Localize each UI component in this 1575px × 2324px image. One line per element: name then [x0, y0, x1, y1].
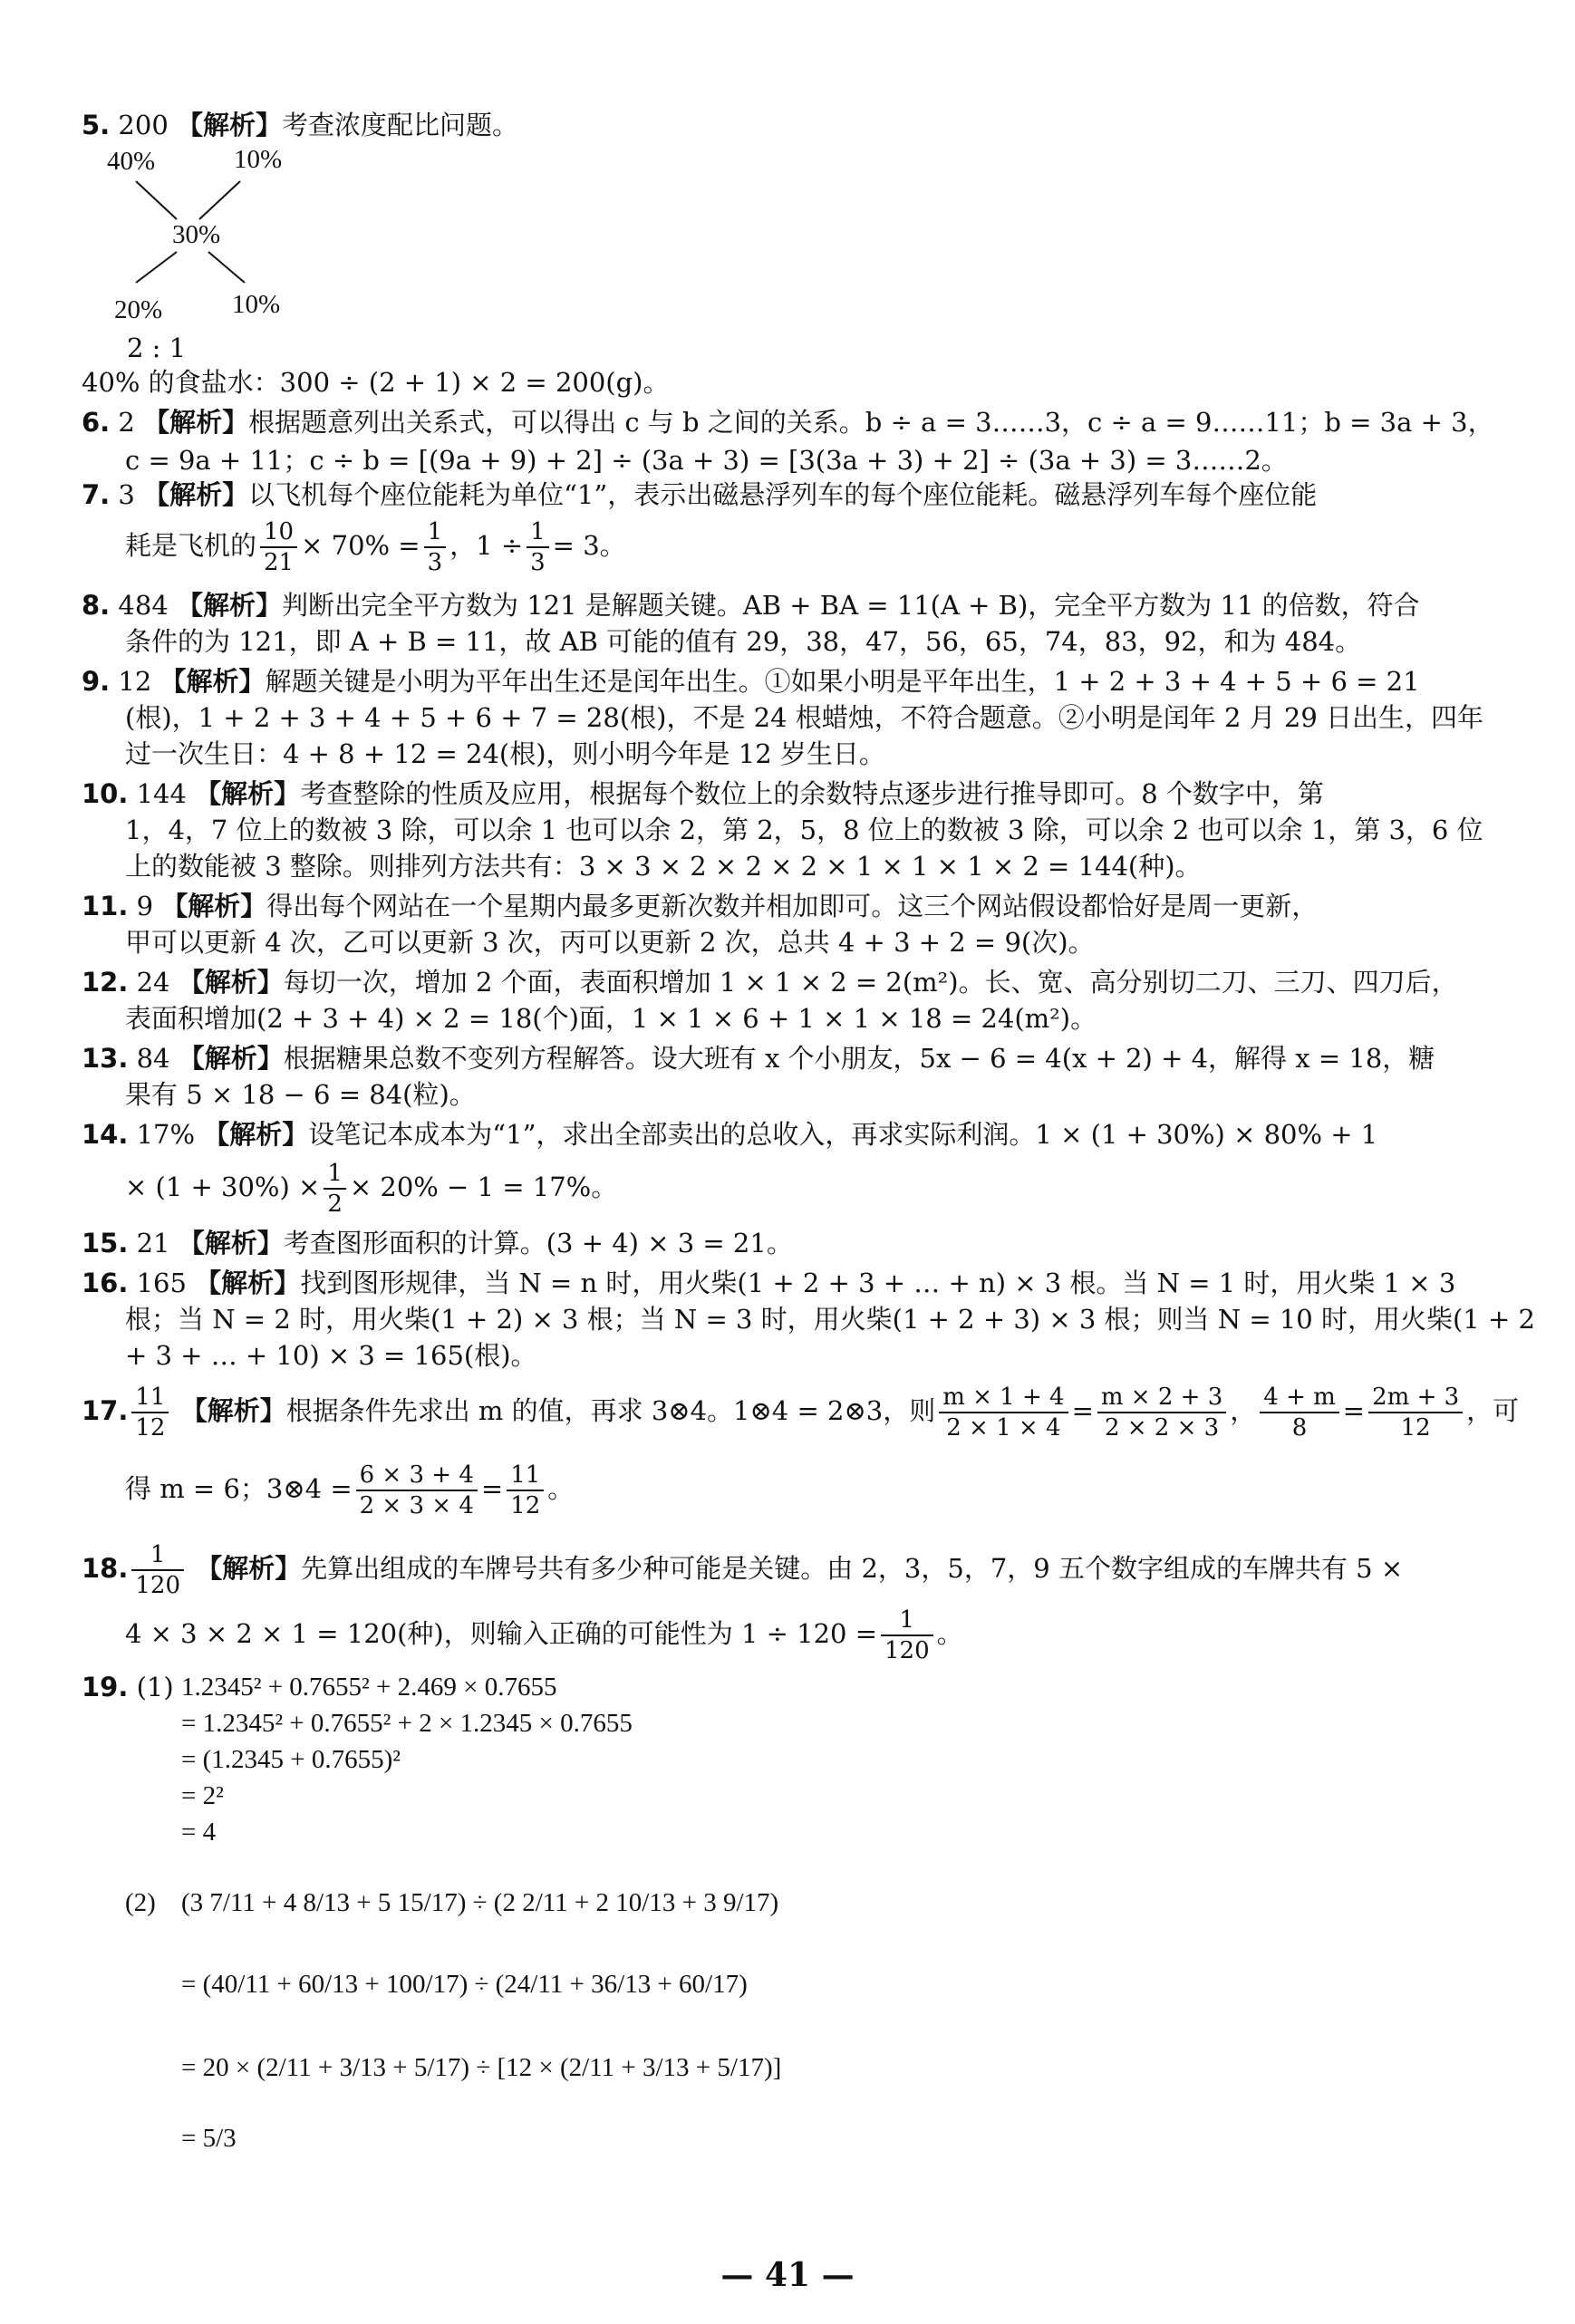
calc-step: = (1.2345 + 0.7655)² — [181, 1745, 401, 1774]
analysis-text: 考查图形面积的计算。(3 + 4) × 3 = 21。 — [283, 1228, 793, 1258]
text-segment: ，1 ÷ — [449, 530, 524, 561]
q16-line3: + 3 + … + 10) × 3 = 165(根)。 — [125, 1340, 537, 1371]
question-number: 8. — [82, 590, 111, 621]
denominator: 120 — [135, 1572, 181, 1599]
q10-line2: 1，4，7 位上的数被 3 除，可以余 1 也可以余 2，第 2，5，8 位上的数被 3 除，可以余 2 也可以余 1，第 3，6 位 — [125, 815, 1483, 845]
part-label: (1) — [136, 1672, 174, 1702]
q19-line1 — [82, 1669, 174, 1705]
q9-line1 — [82, 663, 1420, 699]
analysis-tag: 【解析】 — [178, 967, 284, 998]
question-number: 6. — [82, 407, 111, 438]
numerator: m × 1 + 4 — [939, 1385, 1068, 1413]
calc-step: = 4 — [181, 1818, 217, 1847]
q14-line1 — [82, 1116, 1377, 1152]
diagram-middle: 30% — [172, 220, 221, 249]
question-number: 12. — [82, 967, 129, 998]
q7-line2 — [125, 518, 626, 574]
diagram-top-right: 10% — [234, 145, 283, 174]
analysis-tag: 【解析】 — [195, 1268, 301, 1298]
analysis-tag: 【解析】 — [180, 1395, 286, 1426]
answer-fraction — [131, 1385, 169, 1440]
analysis-text: 先算出组成的车牌号共有多少种可能是关键。由 2，3，5，7，9 五个数字组成的车牌共有 5 × — [301, 1553, 1404, 1584]
fraction — [507, 1463, 544, 1518]
numerator: 1 — [324, 1162, 346, 1190]
question-number: 9. — [82, 666, 111, 697]
question-number: 10. — [82, 778, 129, 809]
answer: 17% — [136, 1119, 196, 1150]
q5-result: 40% 的食盐水：300 ÷ (2 + 1) × 2 = 200(g)。 — [82, 367, 670, 398]
numerator: 1 — [424, 520, 447, 548]
q17-line2 — [125, 1459, 574, 1519]
numerator: 4 + m — [1260, 1385, 1339, 1413]
answer: 12 — [118, 666, 152, 697]
text-segment: = — [1071, 1395, 1094, 1426]
q17-line1 — [82, 1381, 1519, 1441]
q10-line1 — [82, 776, 1324, 812]
analysis-tag: 【解析】 — [143, 479, 249, 510]
fraction — [1368, 1385, 1463, 1440]
answer: 9 — [136, 891, 154, 921]
numerator: 1 — [131, 1543, 184, 1571]
answer: 84 — [136, 1043, 170, 1074]
analysis-tag: 【解析】 — [178, 1043, 284, 1074]
q15-line1 — [82, 1225, 793, 1261]
numerator: 6 × 3 + 4 — [356, 1463, 478, 1491]
q7-line1 — [82, 477, 1317, 513]
q6-line2: c = 9a + 11；c ÷ b = [(9a + 9) + 2] ÷ (3a + 3) = [3(3a + 3) + 2] ÷ (3a + 3) = 3……2。 — [125, 445, 1288, 476]
denominator: 3 — [530, 549, 546, 576]
fraction — [424, 520, 447, 574]
page-number: — 41 — — [720, 2256, 855, 2294]
question-number: 18. — [82, 1553, 129, 1584]
answer: 165 — [136, 1268, 187, 1298]
analysis-text: 找到图形规律，当 N = n 时，用火柴(1 + 2 + 3 + … + n) × 3 根。当 N = 1 时，用火柴 1 × 3 — [300, 1268, 1456, 1298]
question-number: 7. — [82, 479, 111, 510]
numerator: m × 2 + 3 — [1097, 1385, 1226, 1413]
answer: 144 — [136, 778, 187, 809]
answer: 21 — [136, 1228, 170, 1258]
analysis-tag: 【解析】 — [178, 1228, 284, 1258]
q8-line2: 条件的为 121，即 A + B = 11，故 AB 可能的值有 29，38，47，56，65，74，83，92，和为 484。 — [125, 626, 1362, 657]
text-segment: 。 — [547, 1473, 575, 1504]
answer: 200 — [118, 110, 169, 140]
analysis-text: 得出每个网站在一个星期内最多更新次数并相加即可。这三个网站假设都恰好是周一更新， — [266, 891, 1319, 921]
q9-line3: 过一次生日：4 + 8 + 12 = 24(根)，则小明今年是 12 岁生日。 — [125, 738, 885, 769]
q8-line1 — [82, 587, 1420, 623]
fraction — [939, 1385, 1068, 1440]
text-segment: 得 m = 6；3⊗4 = — [125, 1473, 353, 1504]
fraction — [260, 520, 297, 574]
part-label: (2) — [125, 1888, 156, 1917]
calc-step: = 5/3 — [181, 2124, 237, 2153]
denominator: 8 — [1291, 1414, 1308, 1442]
answer: 484 — [118, 590, 169, 621]
numerator: 1 — [527, 520, 549, 548]
analysis-text: 以飞机每个座位能耗为单位“1”，表示出磁悬浮列车的每个座位能耗。磁悬浮列车每个座位能 — [248, 479, 1318, 510]
analysis-tag: 【解析】 — [159, 666, 266, 697]
denominator: 2 — [327, 1191, 343, 1218]
question-number: 17. — [82, 1395, 129, 1426]
answer: 2 — [118, 407, 135, 438]
answer: 3 — [118, 479, 135, 510]
text-segment: = 3。 — [552, 530, 626, 561]
calc-step: = 2² — [181, 1781, 224, 1810]
fraction — [1097, 1385, 1226, 1440]
question-number: 16. — [82, 1268, 129, 1298]
q10-line3: 上的数能被 3 整除。则排列方法共有：3 × 3 × 2 × 2 × 2 × 1 × 1 × 1 × 2 = 144(种)。 — [125, 851, 1202, 882]
analysis-text: 考查浓度配比问题。 — [282, 110, 519, 140]
numerator: 11 — [507, 1463, 544, 1491]
q13-line1 — [82, 1040, 1435, 1076]
numerator: 11 — [131, 1385, 169, 1413]
text-segment: 4 × 3 × 2 × 1 = 120(种)，则输入正确的可能性为 1 ÷ 120 = — [125, 1618, 877, 1649]
diagram-ratio: 2 : 1 — [127, 333, 187, 363]
numerator: 1 — [881, 1608, 933, 1636]
analysis-text: 每切一次，增加 2 个面，表面积增加 1 × 1 × 2 = 2(m²)。长、宽、高分别切二刀、三刀、四刀后， — [283, 967, 1458, 998]
diagram-top-left: 40% — [107, 147, 156, 176]
q18-line1 — [82, 1538, 1403, 1598]
analysis-text: 设笔记本成本为“1”，求出全部卖出的总收入，再求实际利润。1 × (1 + 30%) × 80% + 1 — [308, 1119, 1378, 1150]
fraction — [881, 1608, 933, 1663]
numerator: 10 — [260, 520, 297, 548]
text-segment: 。 — [936, 1618, 963, 1649]
text-segment: × (1 + 30%) × — [125, 1172, 321, 1202]
analysis-text: 判断出完全平方数为 121 是解题关键。AB + BA = 11(A + B)，完全平方数为 11 的倍数，符合 — [282, 590, 1420, 621]
question-number: 15. — [82, 1228, 129, 1258]
fraction — [324, 1162, 346, 1216]
answer: 24 — [136, 967, 170, 998]
numerator: 2m + 3 — [1368, 1385, 1463, 1413]
denominator: 21 — [264, 549, 295, 576]
text-segment: ，可 — [1466, 1395, 1520, 1426]
denominator: 12 — [510, 1492, 541, 1519]
q5-line — [82, 107, 518, 143]
question-number: 5. — [82, 110, 111, 140]
q11-line2: 甲可以更新 4 次，乙可以更新 3 次，丙可以更新 2 次，总共 4 + 3 + 2 = 9(次)。 — [125, 927, 1095, 958]
fraction — [1260, 1385, 1339, 1440]
text-segment: ， — [1230, 1395, 1257, 1426]
denominator: 2 × 1 × 4 — [946, 1414, 1061, 1442]
text-segment: 根据条件先求出 m 的值，再求 3⊗4。1⊗4 = 2⊗3，则 — [285, 1395, 936, 1426]
calc-step: = 20 × (2/11 + 3/13 + 5/17) ÷ [12 × (2/11 + 3/13 + 5/17)] — [181, 2053, 782, 2082]
denominator: 12 — [1400, 1414, 1431, 1442]
question-number: 13. — [82, 1043, 129, 1074]
question-number: 14. — [82, 1119, 129, 1150]
analysis-text: 考查整除的性质及应用，根据每个数位上的余数特点逐步进行推导即可。8 个数字中，第 — [300, 778, 1324, 809]
q16-line1 — [82, 1265, 1455, 1301]
analysis-text: 根据糖果总数不变列方程解答。设大班有 x 个小朋友，5x − 6 = 4(x + 2) + 4，解得 x = 18，糖 — [283, 1043, 1435, 1074]
denominator: 12 — [135, 1414, 166, 1442]
diagram-bottom-left: 20% — [114, 295, 163, 324]
calc-step: = (40/11 + 60/13 + 100/17) ÷ (24/11 + 36/13 + 60/17) — [181, 1970, 748, 1999]
analysis-text: 解题关键是小明为平年出生还是闰年出生。①如果小明是平年出生，1 + 2 + 3 + 4 + 5 + 6 = 21 — [265, 666, 1420, 697]
denominator: 2 × 2 × 3 — [1104, 1414, 1220, 1442]
question-number: 11. — [82, 891, 129, 921]
fraction — [356, 1463, 478, 1518]
denominator: 3 — [427, 549, 443, 576]
text-segment: 耗是飞机的 — [125, 530, 257, 561]
analysis-tag: 【解析】 — [143, 407, 249, 438]
q6-line1 — [82, 404, 1494, 440]
cross-diagram — [109, 163, 290, 290]
analysis-tag: 【解析】 — [195, 778, 301, 809]
calc-step: 1.2345² + 0.7655² + 2.469 × 0.7655 — [181, 1673, 557, 1702]
analysis-tag: 【解析】 — [196, 1553, 302, 1584]
calc-step: = 1.2345² + 0.7655² + 2 × 1.2345 × 0.7655 — [181, 1709, 633, 1738]
analysis-tag: 【解析】 — [177, 590, 283, 621]
analysis-tag: 【解析】 — [161, 891, 267, 921]
text-segment: × 20% − 1 = 17%。 — [349, 1172, 618, 1202]
calc-step: (3 7/11 + 4 8/13 + 5 15/17) ÷ (2 2/11 + 2 10/13 + 3 9/17) — [181, 1888, 779, 1917]
q18-line2 — [125, 1604, 963, 1663]
text-segment: × 70% = — [301, 530, 420, 561]
text-segment: = — [480, 1473, 504, 1504]
q12-line2: 表面积增加(2 + 3 + 4) × 2 = 18(个)面，1 × 1 × 6 + 1 × 1 × 18 = 24(m²)。 — [125, 1003, 1097, 1034]
q12-line1 — [82, 964, 1458, 1000]
answer-fraction — [131, 1543, 184, 1597]
fraction — [527, 520, 549, 574]
q9-line2: (根)，1 + 2 + 3 + 4 + 5 + 6 + 7 = 28(根)，不是 24 根蜡烛，不符合题意。②小明是闰年 2 月 29 日出生，四年 — [125, 702, 1484, 733]
denominator: 2 × 3 × 4 — [359, 1492, 474, 1519]
question-number: 19. — [82, 1672, 129, 1702]
denominator: 120 — [884, 1637, 930, 1664]
q16-line2: 根；当 N = 2 时，用火柴(1 + 2) × 3 根；当 N = 3 时，用火柴(1 + 2 + 3) × 3 根；则当 N = 10 时，用火柴(1 + 2 — [125, 1304, 1535, 1335]
q14-line2 — [125, 1160, 617, 1216]
analysis-text: 根据题意列出关系式，可以得出 c 与 b 之间的关系。b ÷ a = 3……3，c ÷ a = 9……11；b = 3a + 3， — [248, 407, 1494, 438]
text-segment: = — [1342, 1395, 1366, 1426]
diagram-bottom-right: 10% — [232, 290, 281, 319]
q13-line2: 果有 5 × 18 − 6 = 84(粒)。 — [125, 1079, 476, 1110]
q11-line1 — [82, 888, 1318, 924]
analysis-tag: 【解析】 — [203, 1119, 309, 1150]
analysis-tag: 【解析】 — [177, 110, 283, 140]
